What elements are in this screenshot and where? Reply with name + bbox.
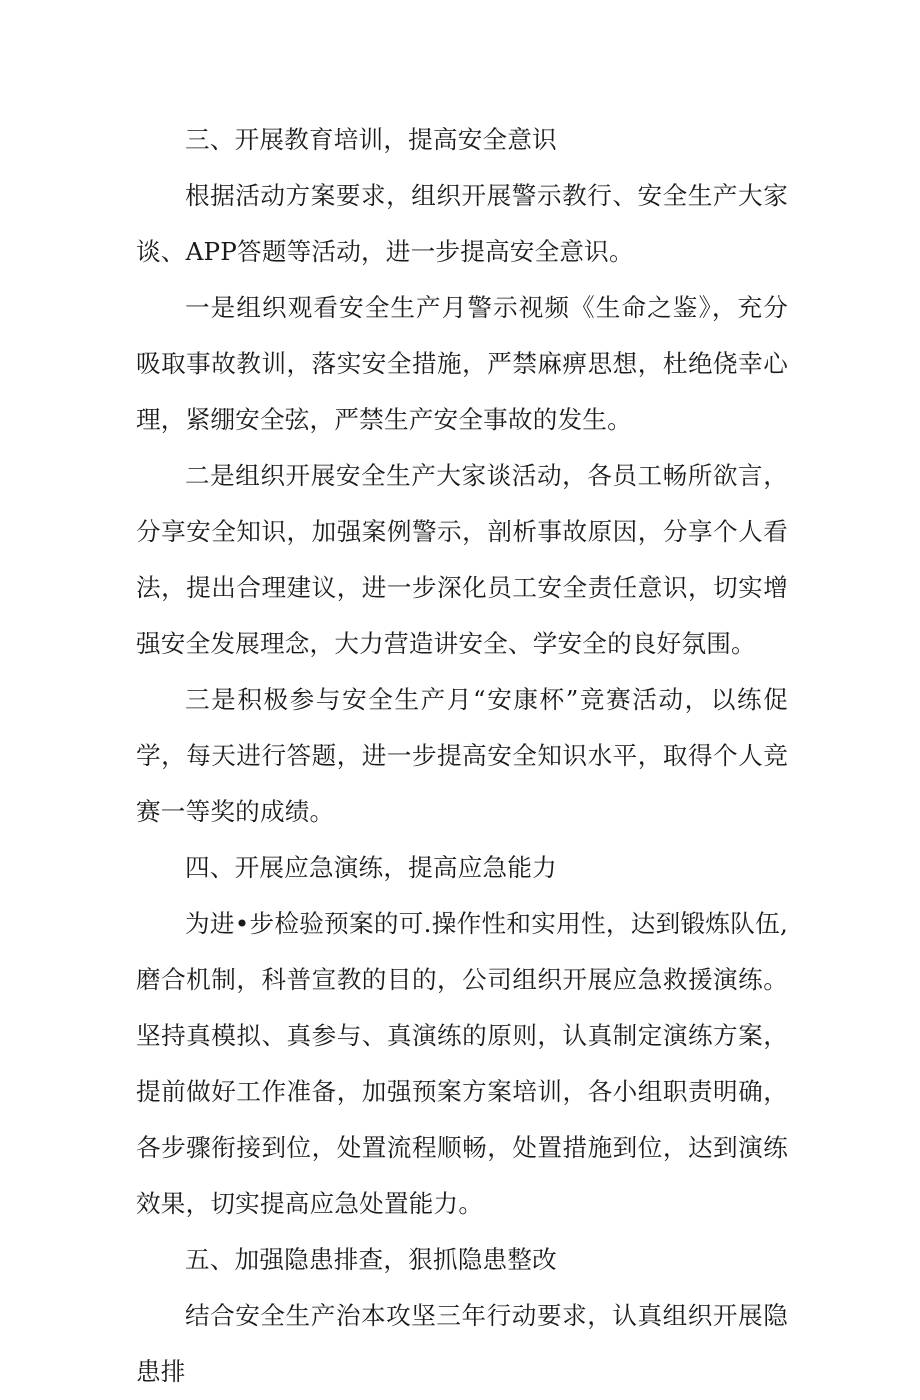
document-body — [136, 112, 788, 1400]
paragraph: 根据活动方案要求，组织开展警示教行、安全生产大家谈、APP答题等活动，进一步提高安全意识。 — [136, 181, 788, 266]
paragraph: 为进•步检验预案的可.操作性和实用性，达到锻炼队伍,磨合机制，科普宣教的目的，公司组织开展应急救援演练。坚持真模拟、真参与、真演练的原则，认真制定演练方案，提前做好工作准备，加强预案方案培训，各小组职责明确，各步骤衔接到位，处置流程顺畅，处置措施到位，达到演练效果，切实提高应急处置能力。 — [136, 909, 788, 1218]
paragraph: 三是积极参与安全生产月“安康杯”竞赛活动，以练促学，每天进行答题，进一步提高安全知识水平，取得个人竞赛一等奖的成绩。 — [136, 685, 788, 826]
section-heading-3: 三、开展教育培训，提高安全意识 — [185, 125, 557, 154]
paragraph: 一是组织观看安全生产月警示视频《生命之鉴》，充分吸取事故教训，落实安全措施，严禁麻痹思想，杜绝侥幸心理，紧绷安全弦，严禁生产安全事故的发生。 — [136, 293, 788, 434]
section-heading-5: 五、加强隐患排查，狠抓隐患整改 — [185, 1245, 557, 1274]
paragraph: 二是组织开展安全生产大家谈活动，各员工畅所欲言，分享安全知识，加强案例警示，剖析事故原因，分享个人看法，提出合理建议，进一步深化员工安全责任意识，切实增强安全发展理念，大力营造讲安全、学安全的良好氛围。 — [136, 461, 788, 658]
paragraph: 结合安全生产治本攻坚三年行动要求，认真组织开展隐患排 — [136, 1301, 788, 1386]
section-heading-4: 四、开展应急演练，提高应急能力 — [185, 853, 557, 882]
